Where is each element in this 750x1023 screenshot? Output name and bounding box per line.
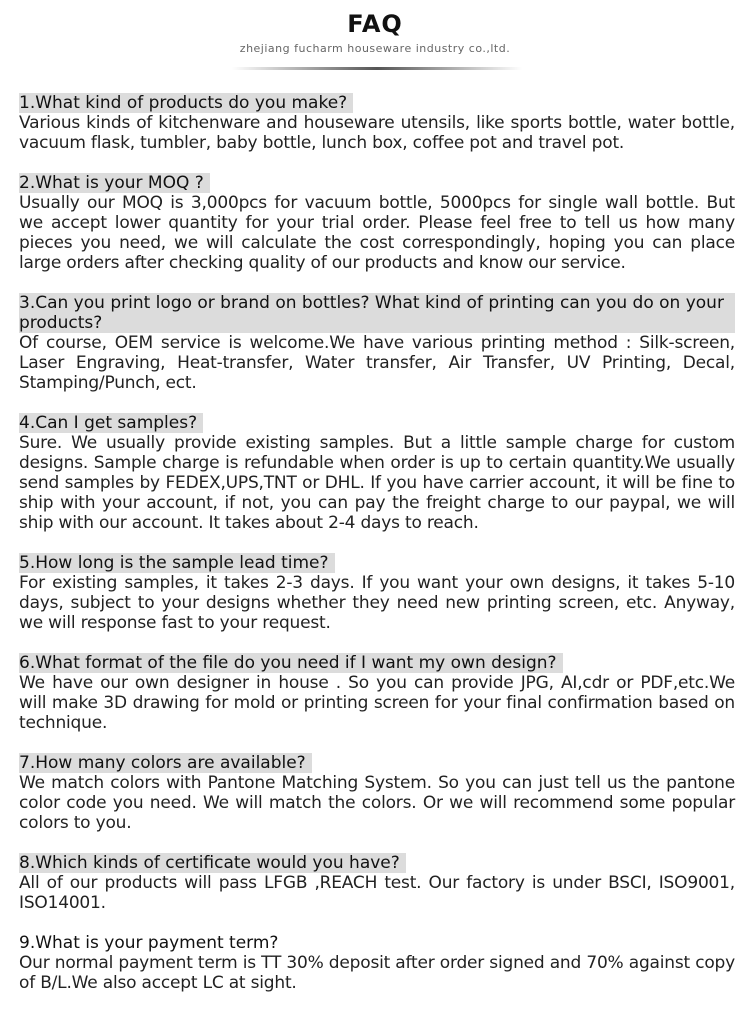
faq-question: 1.What kind of products do you make?	[19, 93, 735, 113]
faq-item	[19, 93, 735, 153]
faq-question: 5.How long is the sample lead time?	[19, 553, 735, 573]
faq-item	[19, 293, 735, 393]
faq-answer: Various kinds of kitchenware and houseware utensils, like sports bottle, water bottle, vacuum flask, tumbler, baby bottle, lunch box, coffee pot and travel pot.	[19, 113, 735, 153]
faq-answer: Of course, OEM service is welcome.We have various printing method : Silk-screen, Laser Engraving, Heat-transfer, Water transfer, Air Transfer, UV Printing, Decal, Stamping/Punch, ect.	[19, 333, 735, 393]
faq-answer: We have our own designer in house . So you can provide JPG, AI,cdr or PDF,etc.We will make 3D drawing for mold or printing screen for your final confirmation based on technique.	[19, 673, 735, 733]
faq-item	[19, 853, 735, 913]
faq-answer: Usually our MOQ is 3,000pcs for vacuum bottle, 5000pcs for single wall bottle. But we accept lower quantity for your trial order. Please feel free to tell us how many pieces you need, we will calculate the cost correspondingly, hoping you can place large orders after checking quality of our products and know our service.	[19, 193, 735, 273]
faq-item	[19, 653, 735, 733]
faq-question: 2.What is your MOQ ?	[19, 173, 735, 193]
faq-answer: For existing samples, it takes 2-3 days. If you want your own designs, it takes 5-10 days, subject to your designs whether they need new printing screen, etc. Anyway, we will response fast to your request.	[19, 573, 735, 633]
company-subtitle: zhejiang fucharm houseware industry co.,ltd.	[239, 42, 511, 55]
faq-item	[19, 413, 735, 533]
page-header	[0, 0, 750, 80]
faq-item	[19, 173, 735, 273]
faq-question: 7.How many colors are available?	[19, 753, 735, 773]
page-title: FAQ	[347, 10, 403, 38]
faq-answer: Sure. We usually provide existing samples. But a little sample charge for custom designs. Sample charge is refundable when order is up to certain quantity.We usually send samples by FEDEX,UPS,TNT or DHL. If you have carrier account, it will be fine to ship with your account, if not, you can pay the freight charge to our paypal, we will ship with our account. It takes about 2-4 days to reach.	[19, 433, 735, 533]
faq-question: 8.Which kinds of certificate would you have?	[19, 853, 735, 873]
faq-question: 6.What format of the file do you need if I want my own design?	[19, 653, 735, 673]
faq-question: 9.What is your payment term?	[19, 933, 279, 953]
faq-list	[19, 93, 735, 1013]
faq-answer: All of our products will pass LFGB ,REACH test. Our factory is under BSCI, ISO9001, ISO14001.	[19, 873, 735, 913]
faq-item	[19, 553, 735, 633]
header-divider	[232, 67, 522, 70]
faq-item	[19, 753, 735, 833]
faq-item	[19, 933, 735, 993]
faq-answer: We match colors with Pantone Matching System. So you can just tell us the pantone color code you need. We will match the colors. Or we will recommend some popular colors to you.	[19, 773, 735, 833]
faq-question: 3.Can you print logo or brand on bottles? What kind of printing can you do on your products?	[19, 293, 735, 333]
faq-question: 4.Can I get samples?	[19, 413, 735, 433]
faq-answer: Our normal payment term is TT 30% deposit after order signed and 70% against copy of B/L.We also accept LC at sight.	[19, 953, 735, 993]
